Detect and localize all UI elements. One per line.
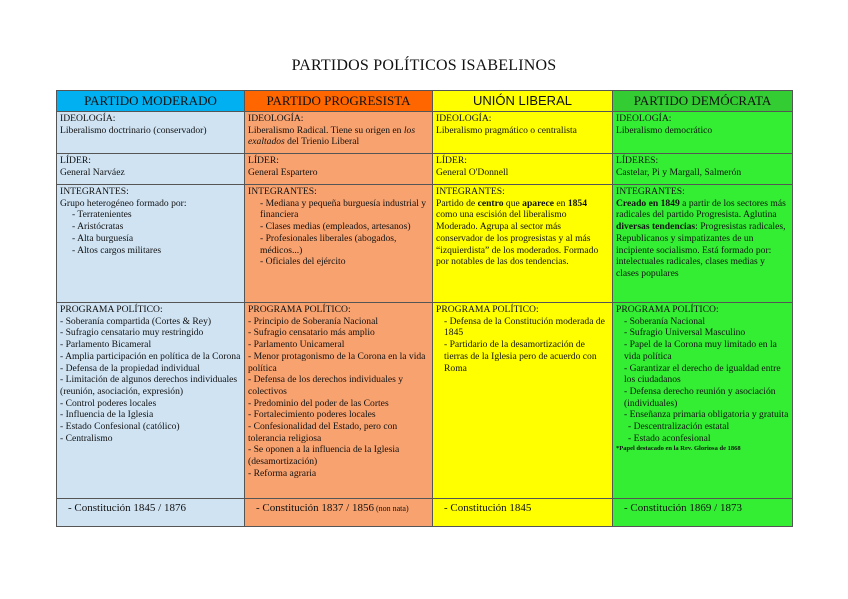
ideologia-label: IDEOLOGÍA:: [248, 113, 304, 124]
list-item: - Soberanía compartida (Cortes & Rey): [60, 315, 212, 327]
list-item: - Amplia participación en política de la Corona: [60, 350, 241, 362]
integrantes-text: a partir de los sectores más radicales del partido Progresista. Aglutina: [616, 197, 786, 221]
lider-label: LÍDER:: [248, 155, 279, 166]
ideologia-label: IDEOLOGÍA:: [60, 113, 116, 124]
list-item: - Clases medias (empleados, artesanos): [260, 221, 411, 233]
header-progresista: PARTIDO PROGRESISTA: [245, 91, 433, 112]
lider-label: LÍDERES:: [616, 155, 659, 166]
list-item: - Limitación de algunos derechos individuales (reunión, asociación, expresión): [60, 374, 238, 397]
list-item: - Altos cargos militares: [72, 244, 162, 256]
list-item: - Terratenientes: [72, 209, 132, 221]
integrantes-text: que: [503, 197, 523, 209]
list-item: - Profesionales liberales (abogados, médicos...): [260, 232, 397, 256]
programa-progresista: [245, 303, 433, 499]
constitucion-moderado: [57, 499, 245, 527]
integrantes-label: INTEGRANTES:: [616, 186, 685, 197]
integrantes-bold: 1854: [567, 197, 588, 209]
ideologia-text: del Trienio Liberal: [284, 136, 360, 148]
list-item: - Defensa de la propiedad individual: [60, 362, 200, 374]
list-item: - Papel de la Corona muy limitado en la vida política: [624, 339, 777, 362]
list-item: - Defensa derecho reunión y asociación (individuales): [624, 385, 776, 409]
list-item: - Sufragio Universal Masculino: [624, 327, 746, 339]
lider-text: Castelar, Pi y Margall, Salmerón: [616, 166, 742, 178]
constitucion-progresista: [245, 499, 433, 527]
list-item: - Se oponen a la influencia de la Iglesia (desamortización): [248, 444, 400, 468]
lider-label: LÍDER:: [436, 155, 467, 166]
lider-row: [57, 154, 793, 185]
ideologia-moderado: [57, 112, 245, 154]
list-item: - Estado Confesional (católico): [60, 421, 180, 433]
integrantes-text: como una escisión del liberalismo Moderado. Agrupa al sector más conservador de los progresistas y al más “izquierdista” de los moderados. Formado por notables de las dos tendencias.: [436, 209, 599, 268]
ideologia-text-italic: los exaltados: [248, 124, 416, 148]
programa-democrata: [613, 303, 793, 499]
lider-text: General Espartero: [248, 166, 318, 178]
integrantes-bold: diversas tendencias: [616, 221, 696, 233]
header-row: [57, 91, 793, 112]
page-title: PARTIDOS POLÍTICOS ISABELINOS: [291, 57, 557, 74]
list-item: - Influencia de la Iglesia: [60, 409, 154, 421]
parties-table: [56, 90, 793, 527]
lider-union-liberal: [433, 154, 613, 185]
integrantes-text: : Progresistas radicales, Republicanos y simpatizantes de un incipiente socialismo. Está formado por: intelectuales radicales, clases medias y clases populares: [616, 221, 786, 279]
list-item: - Defensa de la Constitución moderada de 1845: [444, 315, 605, 339]
integrantes-text: en: [553, 197, 568, 209]
lider-text: General O'Donnell: [436, 166, 509, 178]
integrantes-bold: Creado en 1849: [616, 197, 680, 209]
constitucion-text: - Constitución 1845: [444, 502, 532, 514]
ideologia-label: IDEOLOGÍA:: [616, 113, 672, 124]
integrantes-text: Partido de: [436, 197, 478, 209]
programa-note: *Papel destacado en la Rev. Gloriosa de 1868: [616, 445, 741, 453]
integrantes-democrata: [613, 185, 793, 303]
constitucion-note: (non nata): [373, 504, 409, 513]
list-item: - Estado aconfesional: [628, 432, 711, 444]
constitucion-democrata: [613, 499, 793, 527]
lider-label: LÍDER:: [60, 155, 91, 166]
ideologia-progresista: [245, 112, 433, 154]
constitucion-row: [57, 499, 793, 527]
list-item: - Oficiales del ejército: [260, 256, 346, 268]
constitucion-union-liberal: [433, 499, 613, 527]
integrantes-moderado: [57, 185, 245, 303]
list-item: - Sufragio censatario muy restringido: [60, 327, 204, 339]
list-item: - Confesionalidad del Estado, pero con tolerancia religiosa: [248, 421, 398, 444]
integrantes-union-liberal: [433, 185, 613, 303]
list-item: - Aristócratas: [72, 221, 124, 233]
integrantes-label: INTEGRANTES:: [436, 186, 505, 197]
list-item: - Enseñanza primaria obligatoria y gratuita: [624, 409, 789, 421]
lider-moderado: [57, 154, 245, 185]
ideologia-text: Liberalismo pragmático o centralista: [436, 124, 577, 136]
lider-progresista: [245, 154, 433, 185]
list-item: - Defensa de los derechos individuales y colectivos: [248, 374, 404, 397]
integrantes-label: INTEGRANTES:: [248, 186, 317, 197]
ideologia-row: [57, 112, 793, 154]
programa-union-liberal: [433, 303, 613, 499]
list-item: - Alta burguesía: [72, 232, 134, 244]
integrantes-intro: Grupo heterogéneo formado por:: [60, 197, 187, 209]
list-item: - Partidario de la desamortización de tierras de la Iglesia pero de acuerdo con Roma: [444, 339, 597, 374]
list-item: - Descentralización estatal: [628, 421, 730, 433]
list-item: - Menor protagonismo de la Corona en la vida política: [248, 350, 426, 374]
ideologia-label: IDEOLOGÍA:: [436, 113, 492, 124]
list-item: - Soberanía Nacional: [624, 315, 705, 327]
constitucion-text: - Constitución 1869 / 1873: [624, 502, 742, 514]
programa-label: PROGRAMA POLÍTICO:: [616, 304, 719, 315]
programa-row: [57, 303, 793, 499]
integrantes-progresista: [245, 185, 433, 303]
constitucion-text: - Constitución 1845 / 1876: [68, 502, 186, 514]
lider-democrata: [613, 154, 793, 185]
list-item: - Garantizar el derecho de igualdad entre los ciudadanos: [624, 362, 781, 386]
list-item: - Control poderes locales: [60, 397, 157, 409]
lider-text: General Narváez: [60, 166, 125, 178]
ideologia-democrata: [613, 112, 793, 154]
header-democrata: PARTIDO DEMÓCRATA: [613, 91, 793, 112]
integrantes-bold: centro: [477, 197, 504, 209]
list-item: - Reforma agraria: [248, 467, 317, 479]
list-item: - Sufragio censatario más amplio: [248, 327, 375, 339]
list-item: - Fortalecimiento poderes locales: [248, 409, 376, 421]
list-item: - Parlamento Bicameral: [60, 339, 152, 351]
integrantes-label: INTEGRANTES:: [60, 186, 129, 197]
integrantes-row: [57, 185, 793, 303]
header-union-liberal: UNIÓN LIBERAL: [433, 91, 613, 112]
list-item: - Centralismo: [60, 432, 113, 444]
ideologia-text: Liberalismo doctrinario (conservador): [60, 124, 207, 136]
constitucion-text: - Constitución 1837 / 1856: [256, 502, 374, 514]
list-item: - Principio de Soberanía Nacional: [248, 315, 379, 327]
integrantes-bold: aparece: [522, 197, 554, 209]
ideologia-union-liberal: [433, 112, 613, 154]
programa-label: PROGRAMA POLÍTICO:: [248, 304, 351, 315]
ideologia-text: Liberalismo Radical. Tiene su origen en: [248, 124, 402, 136]
programa-moderado: [57, 303, 245, 499]
list-item: - Parlamento Unicameral: [248, 339, 345, 351]
ideologia-text: Liberalismo democrático: [616, 124, 713, 136]
programa-label: PROGRAMA POLÍTICO:: [436, 304, 539, 315]
list-item: - Mediana y pequeña burguesía industrial y financiera: [260, 197, 427, 221]
header-moderado: PARTIDO MODERADO: [57, 91, 245, 112]
programa-label: PROGRAMA POLÍTICO:: [60, 304, 163, 315]
list-item: - Predominio del poder de las Cortes: [248, 397, 389, 409]
